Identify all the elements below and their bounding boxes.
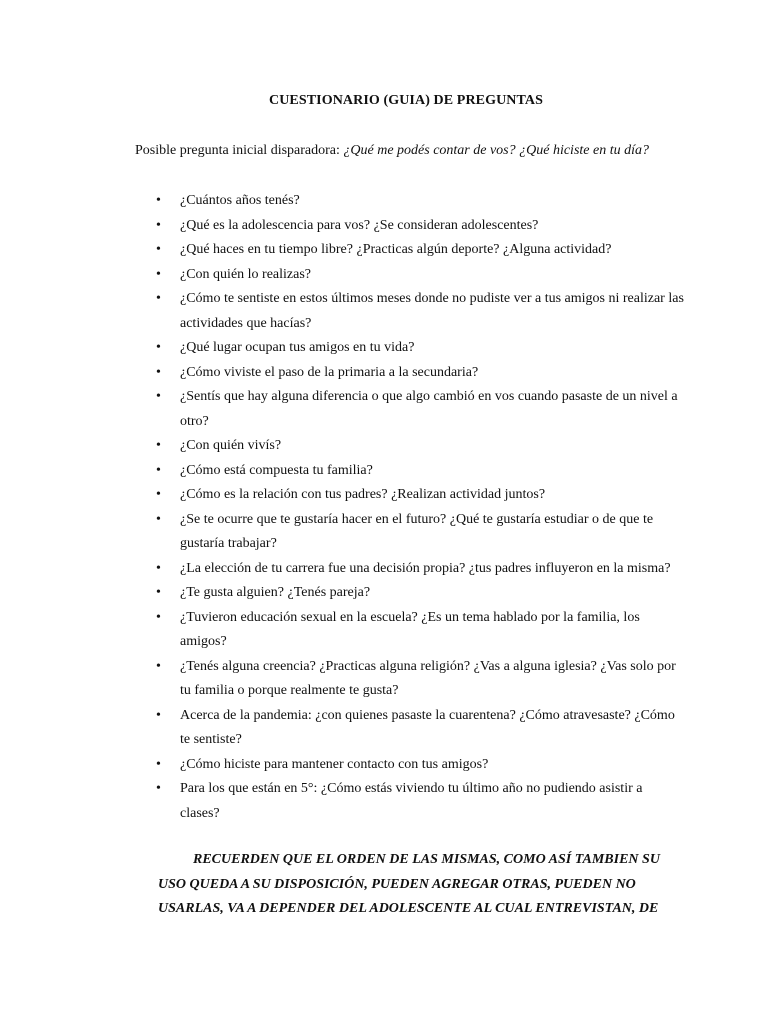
- bullet-icon: •: [156, 340, 161, 355]
- question-item: [156, 777, 685, 826]
- question-text: ¿Tuvieron educación sexual en la escuela? ¿Es un tema hablado por la familia, los amigos?: [180, 609, 640, 649]
- question-text: ¿Tenés alguna creencia? ¿Practicas alguna religión? ¿Vas a alguna iglesia? ¿Vas solo por tu familia o porque realmente te gusta?: [180, 658, 676, 698]
- question-item: [156, 238, 685, 263]
- bullet-icon: •: [156, 462, 161, 478]
- question-item: [156, 753, 685, 778]
- question-item: [156, 287, 685, 336]
- question-text: ¿Qué es la adolescencia para vos? ¿Se consideran adolescentes?: [180, 217, 539, 233]
- question-text: ¿La elección de tu carrera fue una decisión propia? ¿tus padres influyeron en la misma?: [180, 560, 671, 576]
- bullet-icon: •: [156, 438, 161, 453]
- intro-question: ¿Qué me podés contar de vos? ¿Qué hiciste en tu día?: [343, 143, 649, 158]
- question-item: [156, 385, 685, 434]
- question-text: ¿Qué haces en tu tiempo libre? ¿Practicas algún deporte? ¿Alguna actividad?: [180, 242, 612, 257]
- question-text: ¿Cómo te sentiste en estos últimos meses donde no pudiste ver a tus amigos ni realizar las actividades que hacías?: [180, 291, 684, 331]
- bullet-icon: •: [156, 291, 161, 306]
- question-item: [156, 483, 685, 508]
- question-item: [156, 361, 685, 386]
- question-text: ¿Cómo hiciste para mantener contacto con tus amigos?: [180, 756, 489, 772]
- question-text: ¿Qué lugar ocupan tus amigos en tu vida?: [180, 340, 415, 355]
- bullet-icon: •: [156, 242, 161, 257]
- bullet-icon: •: [156, 781, 161, 796]
- question-text: ¿Con quién vivís?: [180, 438, 282, 453]
- question-item: [156, 508, 685, 557]
- intro-label: Posible pregunta inicial disparadora:: [135, 143, 344, 158]
- question-item: [156, 214, 685, 239]
- bullet-icon: •: [156, 193, 161, 208]
- intro-line: [135, 142, 649, 160]
- question-item: [156, 189, 685, 214]
- bullet-icon: •: [156, 389, 161, 404]
- bullet-icon: •: [156, 217, 161, 233]
- bullet-icon: •: [156, 266, 161, 282]
- closing-note: RECUERDEN QUE EL ORDEN DE LAS MISMAS, COMO ASÍ TAMBIEN SU USO QUEDA A SU DISPOSICIÓN, PUEDEN AGREGAR OTRAS, PUEDEN NO USARLAS, VA A DEPENDER DEL ADOLESCENTE AL CUAL ENTREVISTAN, DE: [158, 852, 660, 916]
- question-item: [156, 336, 685, 361]
- question-text: ¿Cómo es la relación con tus padres? ¿Realizan actividad juntos?: [180, 487, 546, 502]
- question-text: ¿Sentís que hay alguna diferencia o que algo cambió en vos cuando pasaste de un nivel a otro?: [180, 389, 678, 429]
- bullet-icon: •: [156, 585, 161, 600]
- question-item: [156, 581, 685, 606]
- question-text: ¿Cómo está compuesta tu familia?: [180, 462, 373, 478]
- question-item: [156, 459, 685, 484]
- question-item: [156, 557, 685, 582]
- bullet-icon: •: [156, 560, 161, 576]
- document-title: CUESTIONARIO (GUIA) DE PREGUNTAS: [268, 93, 544, 108]
- question-item: [156, 655, 685, 704]
- question-text: ¿Cuántos años tenés?: [180, 193, 300, 208]
- bullet-icon: •: [156, 707, 161, 723]
- bullet-icon: •: [156, 609, 161, 625]
- question-item: [156, 606, 685, 655]
- question-list: [156, 189, 685, 826]
- bullet-icon: •: [156, 487, 161, 502]
- question-text: ¿Con quién lo realizas?: [180, 266, 312, 282]
- question-text: Acerca de la pandemia: ¿con quienes pasaste la cuarentena? ¿Cómo atravesaste? ¿Cómo te sentiste?: [180, 707, 675, 747]
- question-item: [156, 263, 685, 288]
- bullet-icon: •: [156, 511, 161, 527]
- bullet-icon: •: [156, 756, 161, 772]
- question-text: ¿Cómo viviste el paso de la primaria a la secundaria?: [180, 364, 479, 380]
- question-text: Para los que están en 5°: ¿Cómo estás viviendo tu último año no pudiendo asistir a clases?: [180, 781, 643, 821]
- question-text: ¿Te gusta alguien? ¿Tenés pareja?: [180, 585, 371, 600]
- question-text: ¿Se te ocurre que te gustaría hacer en el futuro? ¿Qué te gustaría estudiar o de que te gustaría trabajar?: [180, 511, 654, 551]
- question-item: [156, 704, 685, 753]
- bullet-icon: •: [156, 364, 161, 380]
- question-item: [156, 434, 685, 459]
- bullet-icon: •: [156, 658, 161, 674]
